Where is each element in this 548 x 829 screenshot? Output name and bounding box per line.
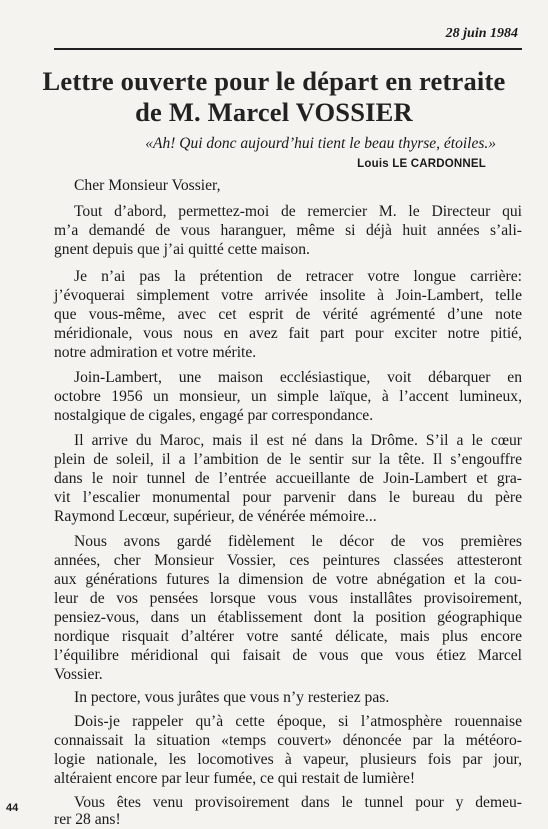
body-line: m’a demandé de vous haranguer, même si déjà huit années s’ali-	[54, 222, 522, 239]
body-line: In pectore, vous jurâtes que vous n’y resteriez pas.	[74, 689, 390, 706]
body-line: Raymond Lecœur, supérieur, de vénérée mémoire...	[54, 508, 377, 525]
body-line: années, cher Monsieur Vossier, ces peintures classées attesteront	[54, 552, 522, 569]
salutation-line: Cher Monsieur Vossier,	[74, 177, 221, 194]
body-line: gnent depuis que j’ai quitté cette maison.	[54, 241, 310, 258]
body-line: aux générations futures la dimension de votre abnégation et la cou-	[54, 571, 522, 588]
body-line: octobre 1956 un monsieur, un simple laïque, à l’accent lumineux,	[54, 388, 522, 405]
body-line: notre admiration et votre mérite.	[54, 344, 257, 361]
body-line: Nous avons gardé fidèlement le décor de vos premières	[74, 533, 522, 550]
body-line: l’équilibre méridional qui faisait de vous que vous étiez Marcel	[54, 647, 522, 664]
body-line: pensiez-vous, dans un établissement dont la position géographique	[54, 609, 522, 626]
body-line: logie nationale, les locomotives à vapeur, plusieurs fois par jour,	[54, 751, 522, 768]
body-line: Il arrive du Maroc, mais il est né dans la Drôme. S’il a le cœur	[74, 432, 522, 449]
body-line: Vous êtes venu provisoirement dans le tunnel pour y demeu-	[74, 794, 522, 811]
body-line: Dois-je rappeler qu’à cette époque, si l’atmosphère rouennaise	[74, 713, 522, 730]
body-line: altéraient encore par leur fumée, ce qui restait de lumière!	[54, 770, 416, 787]
header-rule	[54, 48, 522, 50]
epigraph-quote: «Ah! Qui donc aujourd’hui tient le beau thyrse, étoiles.»	[145, 135, 496, 152]
title-line-1: Lettre ouverte pour le départ en retraite	[42, 66, 506, 96]
body-line: méridionale, vous nous en avez fait part pour exciter notre pitié,	[54, 325, 522, 342]
body-line: vit l’escalier monumental pour parvenir dans le bureau du père	[54, 489, 522, 506]
body-line: Vossier.	[54, 666, 103, 683]
body-line: j’évoquerai simplement votre arrivée insolite à Join-Lambert, telle	[54, 287, 522, 304]
date-header: 28 juin 1984	[445, 26, 518, 41]
body-line: dans le noir tunnel de l’entrée accueillante de Join-Lambert et gra-	[54, 470, 522, 487]
body-line: Join-Lambert, une maison ecclésiastique, voit débarquer en	[74, 369, 522, 386]
body-line: connaissait la situation «temps couvert» dénoncée par la météoro-	[54, 732, 522, 749]
body-line: Tout d’abord, permettez-moi de remercier M. le Directeur qui	[74, 203, 522, 220]
body-line: nordique risquait d’altérer votre santé délicate, mais plus encore	[54, 628, 522, 645]
body-line: nostalgique de cigales, engagé par correspondance.	[54, 407, 374, 424]
page-number: 44	[6, 802, 19, 814]
title-line-2: de M. Marcel VOSSIER	[135, 97, 413, 127]
body-line: leur de vos pensées lorsque vous vous installâtes provisoirement,	[54, 590, 522, 607]
epigraph-author: Louis LE CARDONNEL	[357, 158, 486, 170]
body-line: que vous-même, avec cet esprit de vérité agrémenté d’une note	[54, 306, 522, 323]
body-line: rer 28 ans!	[54, 811, 121, 828]
body-line: plein de soleil, il a l’ambition de le sentir sur la tête. Il s’engouffre	[54, 451, 522, 468]
body-line: Je n’ai pas la prétention de retracer votre longue carrière:	[74, 268, 522, 285]
